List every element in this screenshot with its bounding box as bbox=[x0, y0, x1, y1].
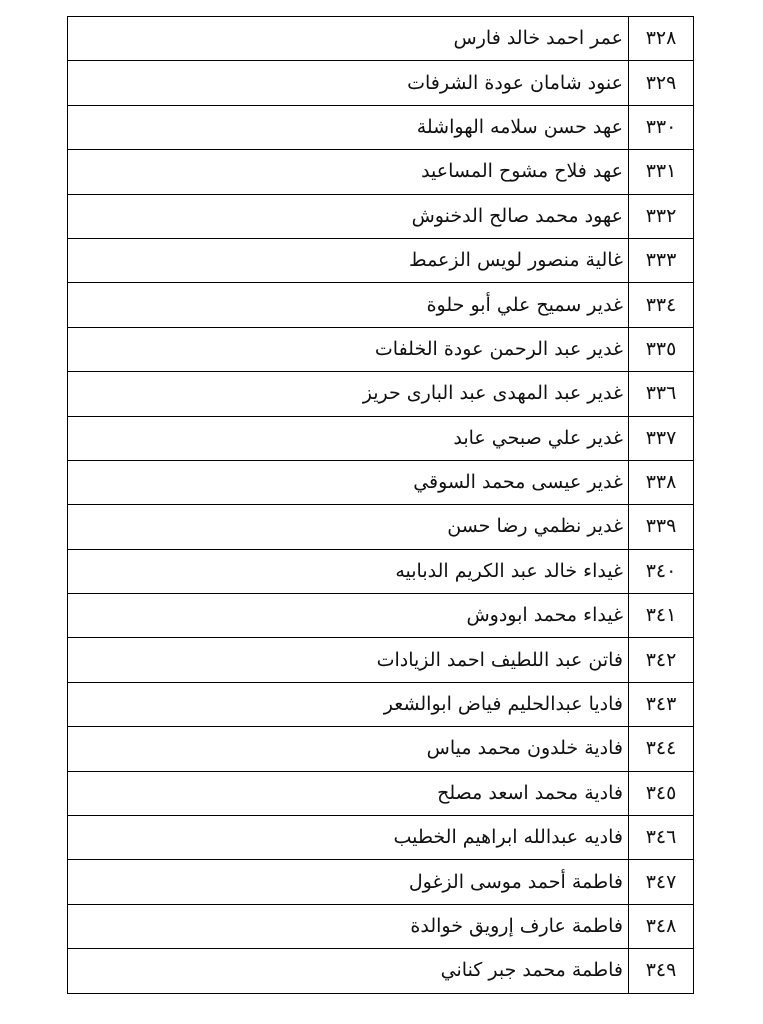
table-row bbox=[68, 594, 694, 638]
row-number: ٣٣٦ bbox=[629, 372, 694, 416]
row-number: ٣٣٩ bbox=[629, 505, 694, 549]
table-row bbox=[68, 682, 694, 726]
row-number: ٣٤٦ bbox=[629, 816, 694, 860]
row-number: ٣٤٧ bbox=[629, 860, 694, 904]
table-row bbox=[68, 105, 694, 149]
table-row bbox=[68, 150, 694, 194]
row-name: عهود محمد صالح الدخنوش bbox=[68, 194, 629, 238]
table-row bbox=[68, 727, 694, 771]
row-name: فاطمة عارف إرويق خوالدة bbox=[68, 904, 629, 948]
row-name: غيداء خالد عبد الكريم الدبابيه bbox=[68, 549, 629, 593]
names-list-page bbox=[67, 16, 694, 994]
row-number: ٣٣٠ bbox=[629, 105, 694, 149]
row-number: ٣٣٣ bbox=[629, 238, 694, 282]
table-row bbox=[68, 771, 694, 815]
names-table bbox=[67, 16, 694, 994]
row-number: ٣٢٩ bbox=[629, 61, 694, 105]
row-number: ٣٣٧ bbox=[629, 416, 694, 460]
table-row bbox=[68, 460, 694, 504]
table-row bbox=[68, 549, 694, 593]
row-name: فاديه عبدالله ابراهيم الخطيب bbox=[68, 816, 629, 860]
table-row bbox=[68, 194, 694, 238]
row-name: فادية محمد اسعد مصلح bbox=[68, 771, 629, 815]
table-row bbox=[68, 283, 694, 327]
row-name: غدير سميح علي أبو حلوة bbox=[68, 283, 629, 327]
row-name: فاديا عبدالحليم فياض ابوالشعر bbox=[68, 682, 629, 726]
table-row bbox=[68, 860, 694, 904]
table-row bbox=[68, 638, 694, 682]
table-row bbox=[68, 816, 694, 860]
row-number: ٣٣٨ bbox=[629, 460, 694, 504]
row-name: عهد حسن سلامه الهواشلة bbox=[68, 105, 629, 149]
table-row bbox=[68, 904, 694, 948]
row-name: عنود شامان عودة الشرفات bbox=[68, 61, 629, 105]
table-row bbox=[68, 416, 694, 460]
table-row bbox=[68, 372, 694, 416]
row-number: ٣٣١ bbox=[629, 150, 694, 194]
row-number: ٣٤٠ bbox=[629, 549, 694, 593]
row-number: ٣٤٤ bbox=[629, 727, 694, 771]
table-row bbox=[68, 505, 694, 549]
row-number: ٣٤٩ bbox=[629, 949, 694, 993]
row-number: ٣٤٨ bbox=[629, 904, 694, 948]
table-row bbox=[68, 327, 694, 371]
row-name: غدير نظمي رضا حسن bbox=[68, 505, 629, 549]
row-number: ٣٣٢ bbox=[629, 194, 694, 238]
row-number: ٣٤١ bbox=[629, 594, 694, 638]
row-number: ٣٤٥ bbox=[629, 771, 694, 815]
row-name: فاتن عبد اللطيف احمد الزيادات bbox=[68, 638, 629, 682]
row-name: عمر احمد خالد فارس bbox=[68, 17, 629, 61]
row-number: ٣٣٤ bbox=[629, 283, 694, 327]
row-name: فادية خلدون محمد مياس bbox=[68, 727, 629, 771]
names-table-body bbox=[68, 17, 694, 994]
table-row bbox=[68, 17, 694, 61]
row-name: غالية منصور لويس الزعمط bbox=[68, 238, 629, 282]
row-number: ٣٣٥ bbox=[629, 327, 694, 371]
row-name: غدير عيسى محمد السوقي bbox=[68, 460, 629, 504]
row-name: غيداء محمد ابودوش bbox=[68, 594, 629, 638]
row-name: عهد فلاح مشوح المساعيد bbox=[68, 150, 629, 194]
row-name: غدير عبد الرحمن عودة الخلفات bbox=[68, 327, 629, 371]
row-name: غدير عبد المهدى عبد البارى حريز bbox=[68, 372, 629, 416]
row-name: فاطمة محمد جبر كناني bbox=[68, 949, 629, 993]
table-row bbox=[68, 949, 694, 993]
row-name: غدير علي صبحي عابد bbox=[68, 416, 629, 460]
table-row bbox=[68, 238, 694, 282]
table-row bbox=[68, 61, 694, 105]
row-name: فاطمة أحمد موسى الزغول bbox=[68, 860, 629, 904]
row-number: ٣٤٣ bbox=[629, 682, 694, 726]
row-number: ٣٢٨ bbox=[629, 17, 694, 61]
row-number: ٣٤٢ bbox=[629, 638, 694, 682]
